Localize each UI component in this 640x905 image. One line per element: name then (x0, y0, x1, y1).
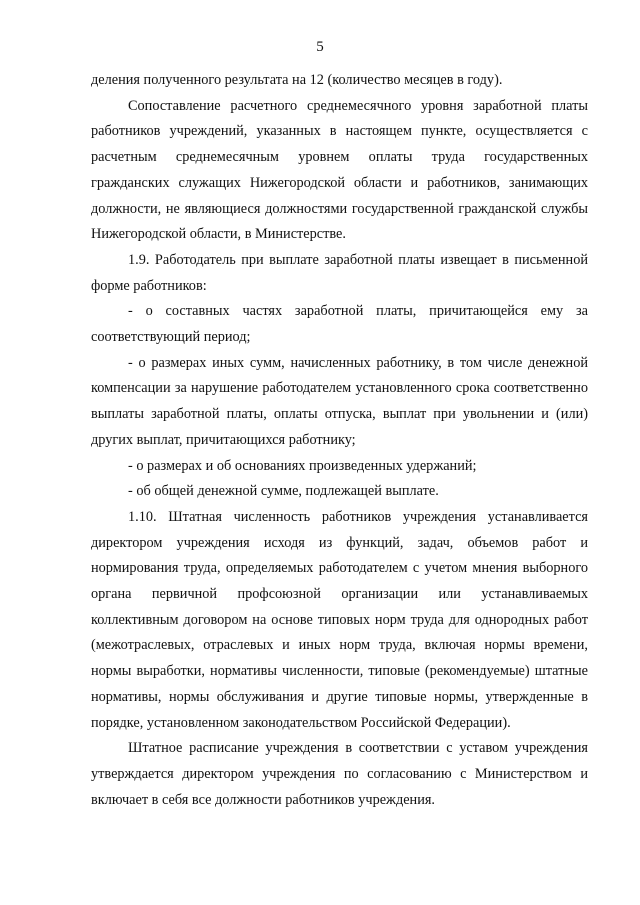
paragraph-staff-schedule: Штатное расписание учреждения в соответствии с уставом учреждения утверждается директором учреждения по согласованию с Министерством и включает в себя все должности работников учреждения. (91, 740, 588, 808)
paragraph-clause-1-10: 1.10. Штатная численность работников учреждения устанавливается директором учреждения исходя из функций, задач, объемов работ и нормирования труда, определяемых работодателем с учетом мнения выборного органа первичной профсоюзной организации или устанавливаемых коллективным договором на основе типовых норм труда для однородных работ (межотраслевых, отраслевых и иных норм труда, включая нормы времени, нормы выработки, нормативы численности, типовые (рекомендуемые) штатные нормативы, нормы обслуживания и другие типовые нормы, утвержденные в порядке, установленном законодательством Российской Федерации). (91, 508, 588, 731)
list-item-other-sums: - о размерах иных сумм, начисленных работнику, в том числе денежной компенсации за нарушение работодателем установленного срока соответственно выплаты заработной платы, оплаты отпуска, выплат при увольнении и (или) других выплат, причитающихся работнику; (91, 354, 588, 448)
document-body (91, 68, 588, 813)
list-item-deductions: - о размерах и об основаниях произведенных удержаний; (128, 457, 477, 474)
paragraph-clause-1-9: 1.9. Работодатель при выплате заработной платы извещает в письменной форме работников: (91, 251, 588, 294)
list-item-total-sum: - об общей денежной сумме, подлежащей выплате. (128, 483, 439, 500)
list-item-salary-parts: - о составных частях заработной платы, причитающейся ему за соответствующий период; (91, 303, 588, 346)
page-number: 5 (316, 39, 324, 55)
paragraph-continuation: деления полученного результата на 12 (количество месяцев в году). (91, 72, 503, 88)
paragraph-salary-comparison: Сопоставление расчетного среднемесячного уровня заработной платы работников учреждений, указанных в настоящем пункте, осуществляется с расчетным среднемесячным уровнем оплаты труда государственных гражданских служащих Нижегородской области и работников, занимающих должности, не являющиеся должностями государственной гражданской службы Нижегородской области, в Министерстве. (91, 97, 588, 243)
